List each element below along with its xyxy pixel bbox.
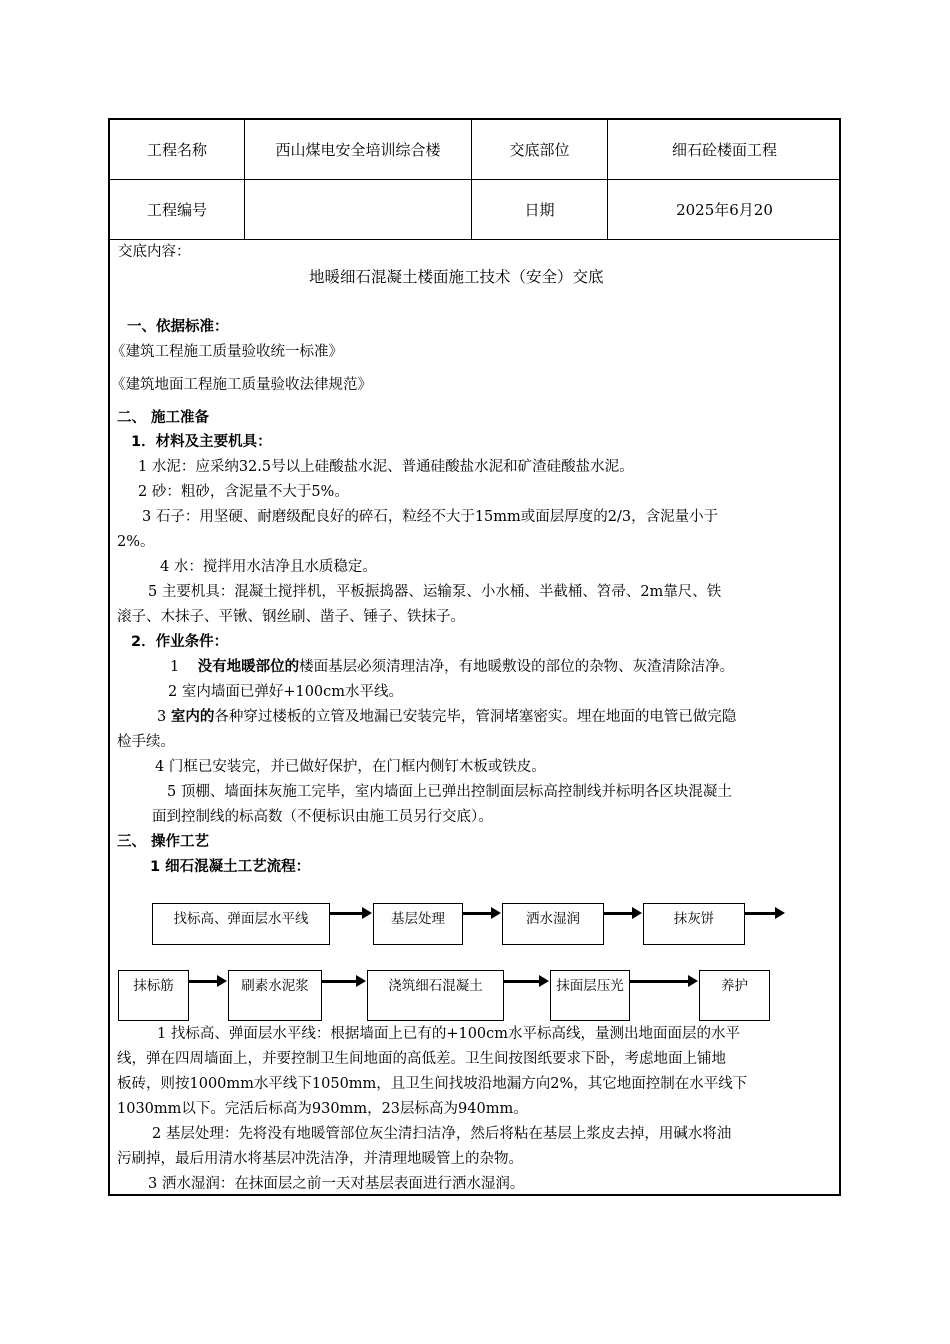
condition-3-cont: 检手续。 [117, 734, 175, 750]
part-value: 细石砼楼面工程 [671, 141, 777, 159]
flow-arrow [745, 912, 777, 915]
content-label: 交底内容： [118, 244, 191, 260]
project-no-label: 工程编号 [110, 180, 245, 239]
material-stone-cont: 2%。 [117, 534, 155, 550]
process-2-cont: 污刷掉，最后用清水将基层冲洗洁净，并清理地暖管上的杂物。 [117, 1151, 523, 1167]
flow-step-1: 找标高、弹面层水平线 [152, 903, 330, 945]
date-label: 日期 [472, 180, 608, 239]
project-name-label: 工程名称 [110, 120, 245, 179]
part-label: 交底部位 [472, 120, 608, 179]
process-1: 1 找标高、弹面层水平线：根据墙面上已有的+100cm水平标高线，量测出地面面层的水平 [157, 1026, 741, 1042]
flow-arrow [604, 912, 634, 915]
flow-step-2: 基层处理 [373, 903, 463, 945]
process-1-cont-b: 板砖，则按1000mm水平线下1050mm，且卫生间找坡沿地漏方向2%，其它地面控制在水平线下 [117, 1076, 748, 1092]
header-row-1 [110, 120, 839, 180]
flow-step-6: 刷素水泥浆 [228, 970, 322, 1021]
condition-1: 1 没有地暖部位的楼面基层必须清理洁净，有地暖敷设的部位的杂物、灰渣清除洁净。 [170, 659, 735, 675]
process-2: 2 基层处理：先将没有地暖管部位灰尘清扫洁净，然后将粘在基层上浆皮去掉，用碱水将油 [152, 1126, 732, 1142]
standard-2: 《建筑地面工程施工质量验收法律规范》 [111, 377, 372, 393]
material-cement: 1 水泥：应采纳32.5号以上硅酸盐水泥、普通硅酸盐水泥和矿渣硅酸盐水泥。 [138, 459, 634, 475]
flow-step-4: 抹灰饼 [643, 903, 745, 945]
flow-arrow [463, 912, 493, 915]
flow-arrow [330, 912, 364, 915]
condition-4: 4 门框已安装完，并已做好保护，在门框内侧钉木板或铁皮。 [155, 759, 546, 775]
flow-arrow [189, 980, 219, 983]
condition-5: 5 顶棚、墙面抹灰施工完毕，室内墙面上已弹出控制面层标高控制线并标明各区块混凝土 [167, 784, 732, 800]
flow-step-5: 抹标筋 [118, 970, 189, 1021]
flow-arrow [322, 980, 358, 983]
flow-arrow [630, 980, 690, 983]
flow-step-3: 洒水湿润 [502, 903, 604, 945]
section-1-heading: 一、依据标准： [127, 319, 229, 335]
standard-1: 《建筑工程施工质量验收统一标准》 [111, 344, 343, 360]
subsection-flow: 1 细石混凝土工艺流程： [150, 859, 311, 875]
process-3: 3 洒水湿润：在抹面层之前一天对基层表面进行洒水湿润。 [148, 1176, 525, 1192]
flow-step-7: 浇筑细石混凝土 [367, 970, 504, 1021]
flow-step-8: 抹面层压光 [550, 970, 630, 1021]
header-row-2 [110, 180, 839, 240]
flow-arrow [504, 980, 541, 983]
project-name-value: 西山煤电安全培训综合楼 [245, 120, 472, 179]
process-1-cont-a: 线，弹在四周墙面上，并要控制卫生间地面的高低差。卫生间按图纸要求下卧，考虑地面上铺地 [117, 1051, 726, 1067]
material-stone: 3 石子：用坚硬、耐磨级配良好的碎石，粒经不大于15mm或面层厚度的2/3，含泥量小于 [142, 509, 719, 525]
subsection-conditions: 2．作业条件： [131, 634, 229, 650]
subsection-materials: 1．材料及主要机具： [131, 434, 272, 450]
date-value: 2025年6月20 [676, 201, 773, 219]
section-3-heading: 三、 操作工艺 [117, 834, 210, 850]
material-tools: 5 主要机具：混凝土搅拌机，平板振捣器、运输泵、小水桶、半截桶、笤帚、2m靠尺、铁 [148, 584, 722, 600]
condition-3: 3 室内的各种穿过楼板的立管及地漏已安装完毕，管洞堵塞密实。埋在地面的电管已做完隐 [157, 709, 737, 725]
document-title: 地暖细石混凝土楼面施工技术（安全）交底 [309, 268, 604, 286]
project-no-value [245, 180, 472, 239]
process-1-cont-c: 1030mm以下。完活后标高为930mm，23层标高为940mm。 [117, 1101, 528, 1117]
material-sand: 2 砂：粗砂，含泥量不大于5%。 [138, 484, 349, 500]
section-2-heading: 二、 施工准备 [117, 410, 210, 426]
material-tools-cont: 滚子、木抹子、平锹、钢丝刷、凿子、锤子、铁抹子。 [117, 609, 465, 625]
condition-5-cont: 面到控制线的标高数（不便标识由施工员另行交底）。 [152, 809, 493, 825]
material-water: 4 水：搅拌用水洁净且水质稳定。 [160, 559, 377, 575]
flow-step-9: 养护 [699, 970, 770, 1021]
condition-2: 2 室内墙面已弹好+100cm水平线。 [168, 684, 404, 700]
